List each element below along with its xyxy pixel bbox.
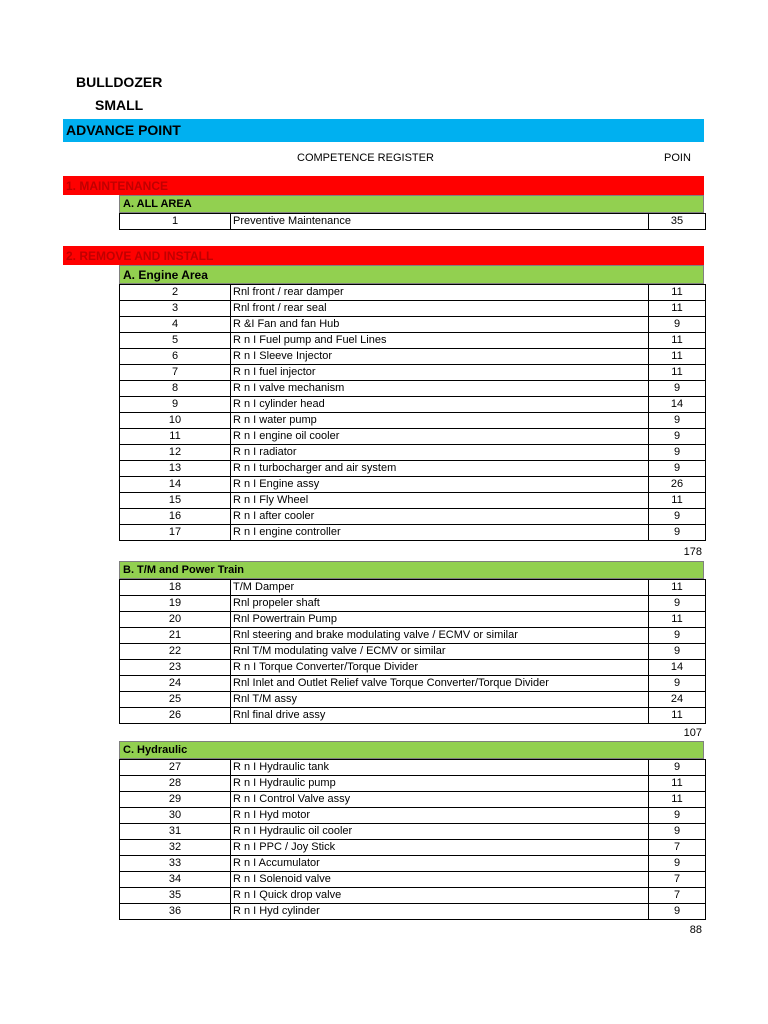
row-points: 9 <box>649 760 706 776</box>
row-task: R n I Hydraulic pump <box>231 776 649 792</box>
row-number: 21 <box>120 628 231 644</box>
row-task: Rnl final drive assy <box>231 708 649 724</box>
table-row <box>120 760 706 776</box>
row-points: 14 <box>649 660 706 676</box>
row-points: 24 <box>649 692 706 708</box>
row-points: 9 <box>649 904 706 920</box>
row-number: 23 <box>120 660 231 676</box>
row-number: 14 <box>120 477 231 493</box>
row-points: 11 <box>649 365 706 381</box>
row-number: 17 <box>120 525 231 541</box>
row-task: R n I Hydraulic oil cooler <box>231 824 649 840</box>
table-row <box>120 381 706 397</box>
group-hydraulic <box>119 741 704 759</box>
table-row <box>120 509 706 525</box>
row-task: R n I Control Valve assy <box>231 792 649 808</box>
engine-total: 178 <box>683 546 702 558</box>
row-points: 7 <box>649 872 706 888</box>
row-task: R n I Fly Wheel <box>231 493 649 509</box>
banner-label: ADVANCE POINT <box>66 122 181 138</box>
table-row <box>120 612 706 628</box>
table-row <box>120 214 706 230</box>
hydraulic-total: 88 <box>689 924 702 936</box>
row-task: R n I turbocharger and air system <box>231 461 649 477</box>
table-row <box>120 285 706 301</box>
table-row <box>120 644 706 660</box>
row-points: 9 <box>649 445 706 461</box>
row-number: 19 <box>120 596 231 612</box>
row-number: 33 <box>120 856 231 872</box>
group-title: A. Engine Area <box>123 268 208 282</box>
row-points: 9 <box>649 628 706 644</box>
powertrain-total: 107 <box>683 727 702 739</box>
row-task: R n I Hyd motor <box>231 808 649 824</box>
row-number: 15 <box>120 493 231 509</box>
row-number: 26 <box>120 708 231 724</box>
row-number: 11 <box>120 429 231 445</box>
table-hydraulic <box>119 759 706 920</box>
row-task: Rnl steering and brake modulating valve / ECMV or similar <box>231 628 649 644</box>
rows-all-area <box>120 214 706 230</box>
row-points: 11 <box>649 285 706 301</box>
row-points: 9 <box>649 676 706 692</box>
row-task: T/M Damper <box>231 580 649 596</box>
row-number: 10 <box>120 413 231 429</box>
row-points: 7 <box>649 888 706 904</box>
table-row <box>120 596 706 612</box>
table-row <box>120 872 706 888</box>
table-engine-area <box>119 284 706 541</box>
row-points: 11 <box>649 493 706 509</box>
doc-title-line1: BULLDOZER <box>76 74 163 90</box>
register-header: COMPETENCE REGISTER <box>297 152 434 164</box>
table-row <box>120 792 706 808</box>
row-points: 11 <box>649 792 706 808</box>
row-points: 9 <box>649 808 706 824</box>
rows-engine-area <box>120 285 706 541</box>
row-task: Rnl propeler shaft <box>231 596 649 612</box>
row-number: 16 <box>120 509 231 525</box>
group-title: A. ALL AREA <box>123 198 192 210</box>
row-points: 7 <box>649 840 706 856</box>
row-task: R n I Fuel pump and Fuel Lines <box>231 333 649 349</box>
row-number: 18 <box>120 580 231 596</box>
row-points: 9 <box>649 509 706 525</box>
rows-hydraulic <box>120 760 706 920</box>
row-task: R &I Fan and fan Hub <box>231 317 649 333</box>
row-task: R n I cylinder head <box>231 397 649 413</box>
row-task: R n I water pump <box>231 413 649 429</box>
row-task: Rnl Inlet and Outlet Relief valve Torque Converter/Torque Divider <box>231 676 649 692</box>
table-row <box>120 708 706 724</box>
table-row <box>120 301 706 317</box>
group-title: B. T/M and Power Train <box>123 564 245 576</box>
table-row <box>120 461 706 477</box>
row-points: 9 <box>649 525 706 541</box>
row-points: 11 <box>649 349 706 365</box>
row-task: Rnl front / rear damper <box>231 285 649 301</box>
table-row <box>120 824 706 840</box>
table-row <box>120 856 706 872</box>
row-number: 4 <box>120 317 231 333</box>
row-number: 32 <box>120 840 231 856</box>
points-header: POIN <box>664 152 691 164</box>
group-title: C. Hydraulic <box>123 744 188 756</box>
table-row <box>120 660 706 676</box>
table-row <box>120 365 706 381</box>
table-row <box>120 628 706 644</box>
row-task: R n I PPC / Joy Stick <box>231 840 649 856</box>
section-title: 1. MAINTENANCE <box>66 179 169 193</box>
row-points: 11 <box>649 708 706 724</box>
row-number: 20 <box>120 612 231 628</box>
row-task: R n I Accumulator <box>231 856 649 872</box>
table-row <box>120 580 706 596</box>
row-task: Preventive Maintenance <box>231 214 649 230</box>
table-row <box>120 317 706 333</box>
row-number: 9 <box>120 397 231 413</box>
row-task: R n I Sleeve Injector <box>231 349 649 365</box>
row-number: 28 <box>120 776 231 792</box>
row-points: 9 <box>649 596 706 612</box>
group-all-area <box>119 195 704 213</box>
row-points: 9 <box>649 461 706 477</box>
table-row <box>120 692 706 708</box>
row-number: 13 <box>120 461 231 477</box>
row-number: 36 <box>120 904 231 920</box>
row-task: R n I valve mechanism <box>231 381 649 397</box>
row-points: 9 <box>649 824 706 840</box>
row-task: R n I engine controller <box>231 525 649 541</box>
row-number: 5 <box>120 333 231 349</box>
row-task: R n I Hydraulic tank <box>231 760 649 776</box>
table-row <box>120 525 706 541</box>
table-all-area <box>119 213 706 230</box>
table-row <box>120 676 706 692</box>
row-task: Rnl T/M assy <box>231 692 649 708</box>
row-number: 3 <box>120 301 231 317</box>
table-row <box>120 493 706 509</box>
section-remove-install <box>63 246 704 265</box>
row-task: Rnl T/M modulating valve / ECMV or similar <box>231 644 649 660</box>
row-points: 14 <box>649 397 706 413</box>
row-points: 9 <box>649 856 706 872</box>
advance-point-banner <box>63 119 704 142</box>
row-task: R n I fuel injector <box>231 365 649 381</box>
row-task: R n I Quick drop valve <box>231 888 649 904</box>
group-powertrain <box>119 561 704 579</box>
row-number: 1 <box>120 214 231 230</box>
row-number: 31 <box>120 824 231 840</box>
row-points: 9 <box>649 381 706 397</box>
row-task: Rnl Powertrain Pump <box>231 612 649 628</box>
row-points: 11 <box>649 301 706 317</box>
row-task: R n I radiator <box>231 445 649 461</box>
group-engine-area <box>119 265 704 284</box>
table-row <box>120 904 706 920</box>
row-points: 35 <box>649 214 706 230</box>
row-number: 12 <box>120 445 231 461</box>
table-row <box>120 888 706 904</box>
table-row <box>120 429 706 445</box>
row-points: 9 <box>649 429 706 445</box>
table-row <box>120 808 706 824</box>
table-row <box>120 333 706 349</box>
row-number: 29 <box>120 792 231 808</box>
row-number: 27 <box>120 760 231 776</box>
table-row <box>120 413 706 429</box>
table-row <box>120 840 706 856</box>
row-number: 22 <box>120 644 231 660</box>
row-points: 9 <box>649 644 706 660</box>
row-number: 34 <box>120 872 231 888</box>
row-points: 9 <box>649 413 706 429</box>
table-row <box>120 445 706 461</box>
rows-powertrain <box>120 580 706 724</box>
row-points: 11 <box>649 776 706 792</box>
row-number: 6 <box>120 349 231 365</box>
row-number: 7 <box>120 365 231 381</box>
row-task: R n I engine oil cooler <box>231 429 649 445</box>
row-points: 11 <box>649 612 706 628</box>
table-row <box>120 776 706 792</box>
row-task: R n I Torque Converter/Torque Divider <box>231 660 649 676</box>
section-title: 2. REMOVE AND INSTALL <box>66 249 214 263</box>
row-number: 2 <box>120 285 231 301</box>
row-task: R n I after cooler <box>231 509 649 525</box>
doc-title-line2: SMALL <box>95 97 144 113</box>
table-powertrain <box>119 579 706 724</box>
table-row <box>120 477 706 493</box>
row-points: 9 <box>649 317 706 333</box>
row-points: 11 <box>649 333 706 349</box>
row-task: R n I Solenoid valve <box>231 872 649 888</box>
row-number: 35 <box>120 888 231 904</box>
row-number: 30 <box>120 808 231 824</box>
table-row <box>120 397 706 413</box>
section-maintenance <box>63 176 704 195</box>
row-number: 24 <box>120 676 231 692</box>
row-number: 8 <box>120 381 231 397</box>
row-points: 26 <box>649 477 706 493</box>
row-task: R n I Engine assy <box>231 477 649 493</box>
table-row <box>120 349 706 365</box>
row-task: R n I Hyd cylinder <box>231 904 649 920</box>
row-number: 25 <box>120 692 231 708</box>
row-points: 11 <box>649 580 706 596</box>
row-task: Rnl front / rear seal <box>231 301 649 317</box>
